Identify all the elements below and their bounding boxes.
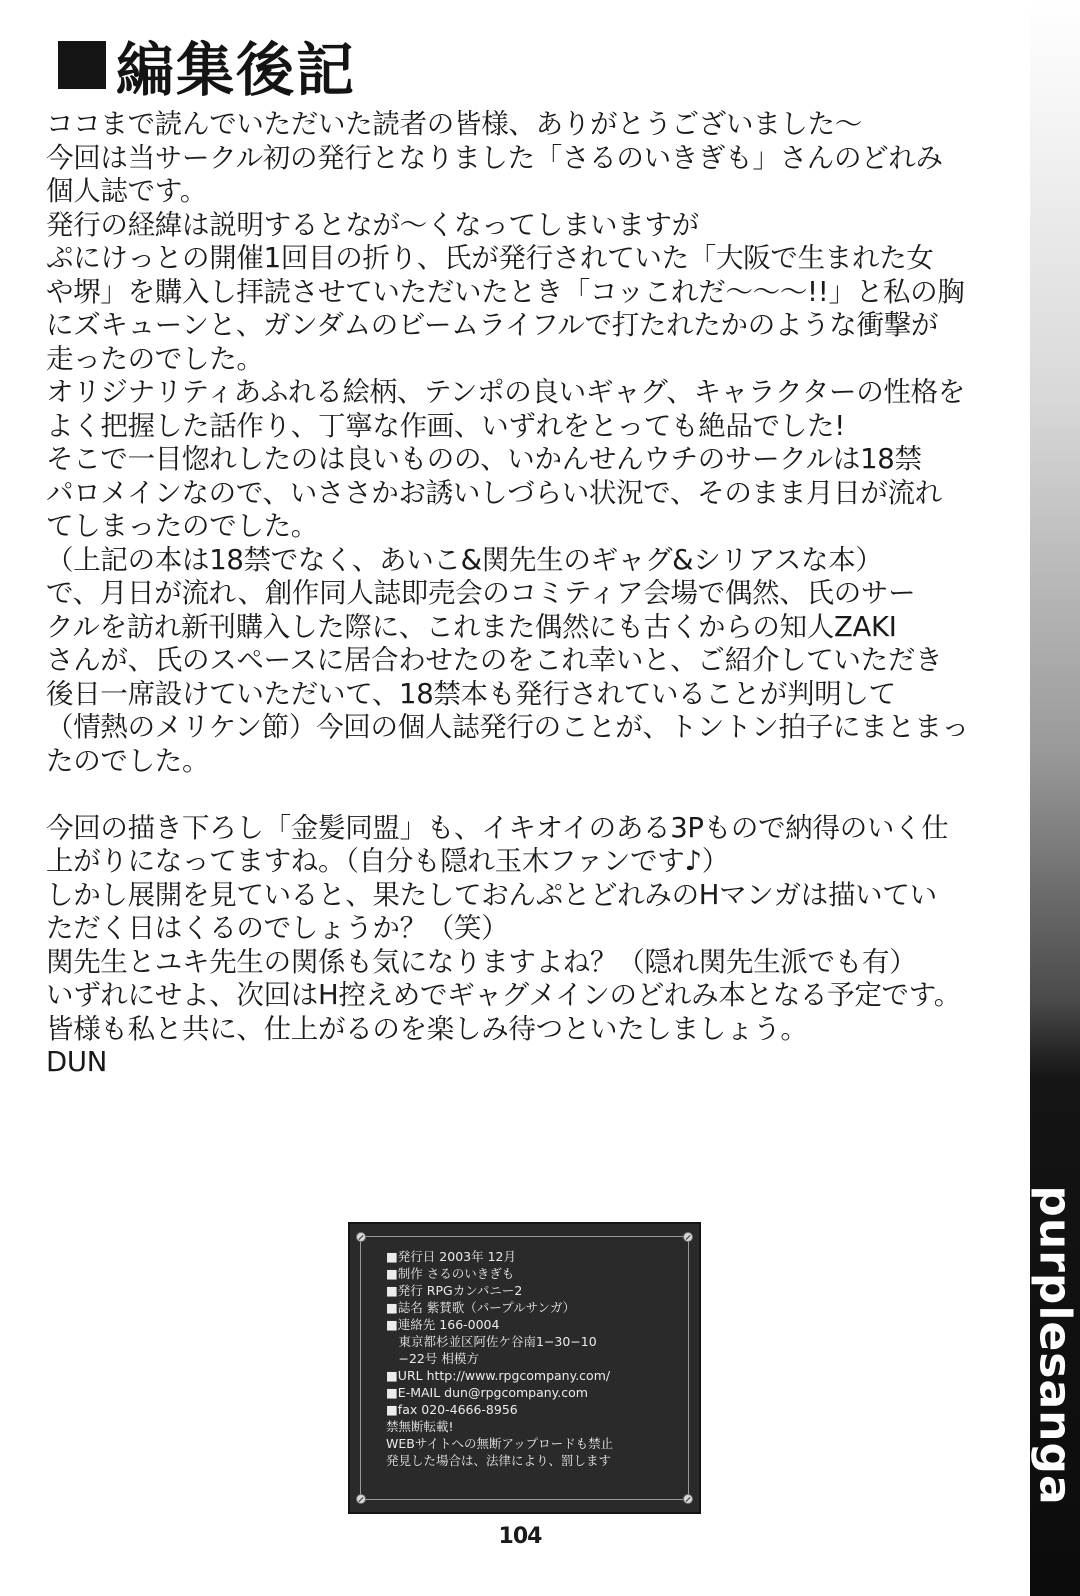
colophon-line-fax: ■fax 020-4666-8956 <box>386 1402 518 1417</box>
colophon-line-address: 東京都杉並区阿佐ケ谷南1−30−10 <box>386 1334 597 1349</box>
colophon-line-address: −22号 相模方 <box>386 1351 479 1366</box>
colophon-line-notice: 禁無断転載! <box>386 1419 454 1434</box>
colophon-line-notice: WEBサイトへの無断アップロードも禁止 <box>386 1436 614 1451</box>
body-line: 関先生とユキ先生の関係も気になりますよね？（隠れ関先生派でも有） <box>46 945 917 978</box>
body-line: ただく日はくるのでしょうか？（笑） <box>46 912 509 944</box>
body-line: そこで一目惚れしたのは良いものの、いかんせんウチのサークルは18禁 <box>46 443 922 475</box>
body-line: オリジナリティあふれる絵柄、テンポの良いギャグ、キャラクターの性格を <box>46 376 966 408</box>
side-title <box>1030 1120 1080 1570</box>
body-line: さんが、氏のスペースに居合わせたのをこれ幸いと、ご紹介していただき <box>46 644 943 676</box>
body-line: 個人誌です。 <box>46 175 207 207</box>
body-line: 走ったのでした。 <box>46 342 264 375</box>
colophon-text <box>386 1248 613 1469</box>
afterword-body <box>46 108 1006 1080</box>
colophon-line-notice: 発見した場合は、法律により、罰します <box>386 1453 612 1468</box>
colophon-line-publisher: ■発行 RPGカンパニー2 <box>386 1283 523 1298</box>
body-line: ぷにけっとの開催1回目の折り、氏が発行されていた「大阪で生まれた女 <box>46 242 934 274</box>
screw-icon <box>683 1494 693 1504</box>
body-line: （上記の本は18禁でなく、あいこ&関先生のギャグ&シリアスな本） <box>46 543 883 576</box>
body-line: パロメインなので、いささかお誘いしづらい状況で、そのまま月日が流れ <box>46 476 942 509</box>
body-line: で、月日が流れ、創作同人誌即売会のコミティア会場で偶然、氏のサー <box>46 577 916 609</box>
side-title-text: purplesanga <box>1029 1184 1080 1506</box>
colophon-box <box>348 1222 701 1514</box>
screw-icon <box>356 1494 366 1504</box>
colophon-line-producer: ■制作 さるのいきぎも <box>386 1266 515 1281</box>
body-line: てしまったのでした。 <box>46 510 318 542</box>
body-line: 上がりになってますね。（自分も隠れ玉木ファンです♪） <box>46 845 729 877</box>
colophon-line-contact: ■連絡先 166-0004 <box>386 1317 500 1332</box>
body-line: 後日一席設けていただいて、18禁本も発行されていることが判明して <box>46 677 896 710</box>
colophon-line-email: ■E-MAIL dun@rpgcompany.com <box>386 1385 588 1400</box>
body-line: ココまで読んでいただいた読者の皆様、ありがとうございました～ <box>46 108 862 140</box>
body-line: クルを訪れ新刊購入した際に、これまた偶然にも古くからの知人ZAKI <box>46 610 897 643</box>
page-title-text: 編集後記 <box>116 36 357 104</box>
body-line: （情熱のメリケン節）今回の個人誌発行のことが、トントン拍子にまとまっ <box>46 711 969 743</box>
body-line: や堺」を購入し拝読させていただいたとき「コッこれだ～～～!!」と私の胸 <box>46 275 965 308</box>
body-line: いずれにせよ、次回はH控えめでギャグメインのどれみ本となる予定です。 <box>46 979 961 1011</box>
body-line: 今回は当サークル初の発行となりました「さるのいきぎも」さんのどれみ <box>46 141 943 174</box>
paragraph-gap <box>46 778 1006 812</box>
colophon-line-url: ■URL http://www.rpgcompany.com/ <box>386 1368 611 1383</box>
page-title <box>58 30 357 104</box>
body-line: よく把握した話作り、丁寧な作画、いずれをとっても絶品でした! <box>46 409 845 442</box>
body-line: しかし展開を見ていると、果たしておんぷとどれみのHマンガは描いてい <box>46 878 937 911</box>
page-number: 104 <box>498 1524 542 1549</box>
screw-icon <box>683 1232 693 1242</box>
colophon-line-date: ■発行日 2003年 12月 <box>386 1249 516 1264</box>
body-line: 今回の描き下ろし「金髪同盟」も、イキオイのある3Pもので納得のいく仕 <box>46 811 949 844</box>
body-line: にズキューンと、ガンダムのビームライフルで打たれたかのような衝撃が <box>46 309 939 341</box>
body-line: たのでした。 <box>46 744 210 777</box>
author-signature: DUN <box>46 1046 107 1078</box>
screw-icon <box>356 1232 366 1242</box>
black-square-icon <box>58 41 106 89</box>
body-line: 皆様も私と共に、仕上がるのを楽しみ待つといたしましょう。 <box>46 1012 808 1045</box>
body-line: 発行の経緯は説明するとなが～くなってしまいますが <box>46 208 699 241</box>
colophon-line-title: ■誌名 紫賛歌（パープルサンガ） <box>386 1300 576 1315</box>
